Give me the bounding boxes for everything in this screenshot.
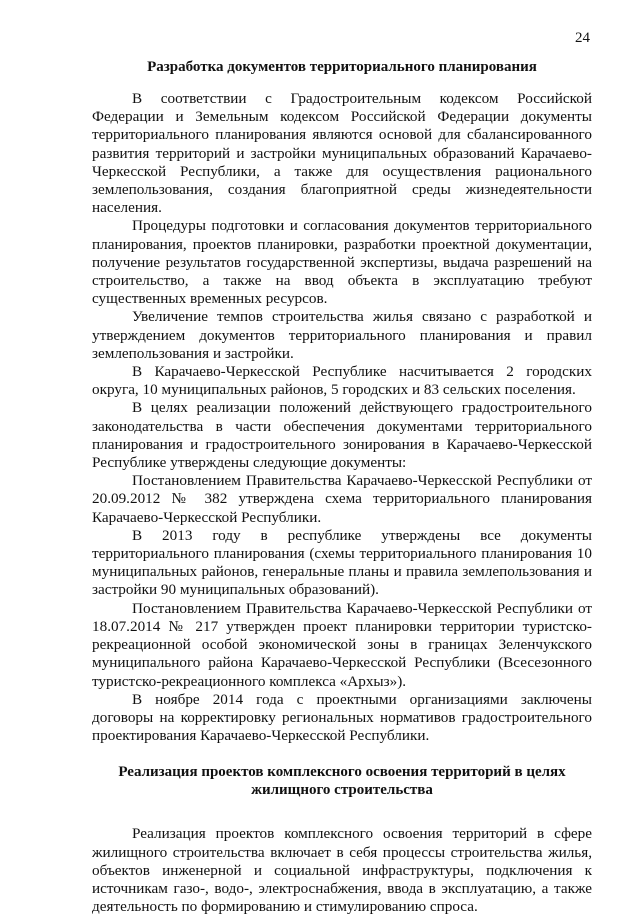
document-body	[92, 58, 592, 916]
paragraph: Увеличение темпов строительства жилья связано с разработкой и утверждением документов территориального планирования и правил землепользования и застройки.	[92, 308, 592, 362]
section-title-line: Реализация проектов комплексного освоения территорий в целях	[118, 764, 566, 781]
section-body-territorial-planning	[92, 90, 592, 745]
paragraph: Реализация проектов комплексного освоения территорий в сфере жилищного строительства включает в себя процессы строительства жилья, объектов инженерной и социальной инфраструктуры, подключения к источникам газо-, водо-, электроснабжения, ввода в эксплуатацию, а также деятельность по формированию и стимулированию спроса.	[92, 825, 592, 916]
section-title-complex-development	[92, 763, 592, 799]
paragraph: Постановлением Правительства Карачаево-Черкесской Республики от 18.07.2014 № 217 утвержден проект планировки территории туристско-рекреационной особой экономической зоны в границах Зеленчукского муниципального района Карачаево-Черкесской Республики (Всесезонного туристско-рекреационного комплекса «Архыз»).	[92, 599, 592, 690]
page-number: 24	[575, 30, 590, 46]
section-title-line: жилищного строительства	[251, 782, 433, 799]
section-body-complex-development	[92, 825, 592, 916]
paragraph: В ноябре 2014 года с проектными организациями заключены договоры на корректировку региональных нормативов градостроительного проектирования Карачаево-Черкесской Республики.	[92, 690, 592, 745]
paragraph: Постановлением Правительства Карачаево-Черкесской Республики от 20.09.2012 № 382 утверждена схема территориального планирования Карачаево-Черкесской Республики.	[92, 472, 592, 526]
section-title-territorial-planning: Разработка документов территориального планирования	[147, 59, 537, 75]
paragraph: В соответствии с Градостроительным кодексом Российской Федерации и Земельным кодексом Российской Федерации документы территориального планирования являются основой для сбалансированного развития территорий и застройки муниципальных образований Карачаево-Черкесской Республики, а также для осуществления рационального землепользования, создания благоприятной среды жизнедеятельности населения.	[92, 90, 592, 217]
paragraph: В 2013 году в республике утверждены все документы территориального планирования (схемы территориального планирования 10 муниципальных районов, генеральные планы и правила землепользования и застройки 90 муниципальных образований).	[92, 526, 592, 599]
paragraph: Процедуры подготовки и согласования документов территориального планирования, проектов планировки, разработки проектной документации, получение результатов государственной экспертизы, выдача разрешений на строительство, а также на ввод объекта в эксплуатацию требуют существенных временных ресурсов.	[92, 217, 592, 308]
paragraph: В целях реализации положений действующего градостроительного законодательства в части обеспечения документами территориального планирования и градостроительного зонирования в Карачаево-Черкесской Республике утверждены следующие документы:	[92, 399, 592, 472]
paragraph: В Карачаево-Черкесской Республике насчитывается 2 городских округа, 10 муниципальных районов, 5 городских и 83 сельских поселения.	[92, 363, 592, 399]
